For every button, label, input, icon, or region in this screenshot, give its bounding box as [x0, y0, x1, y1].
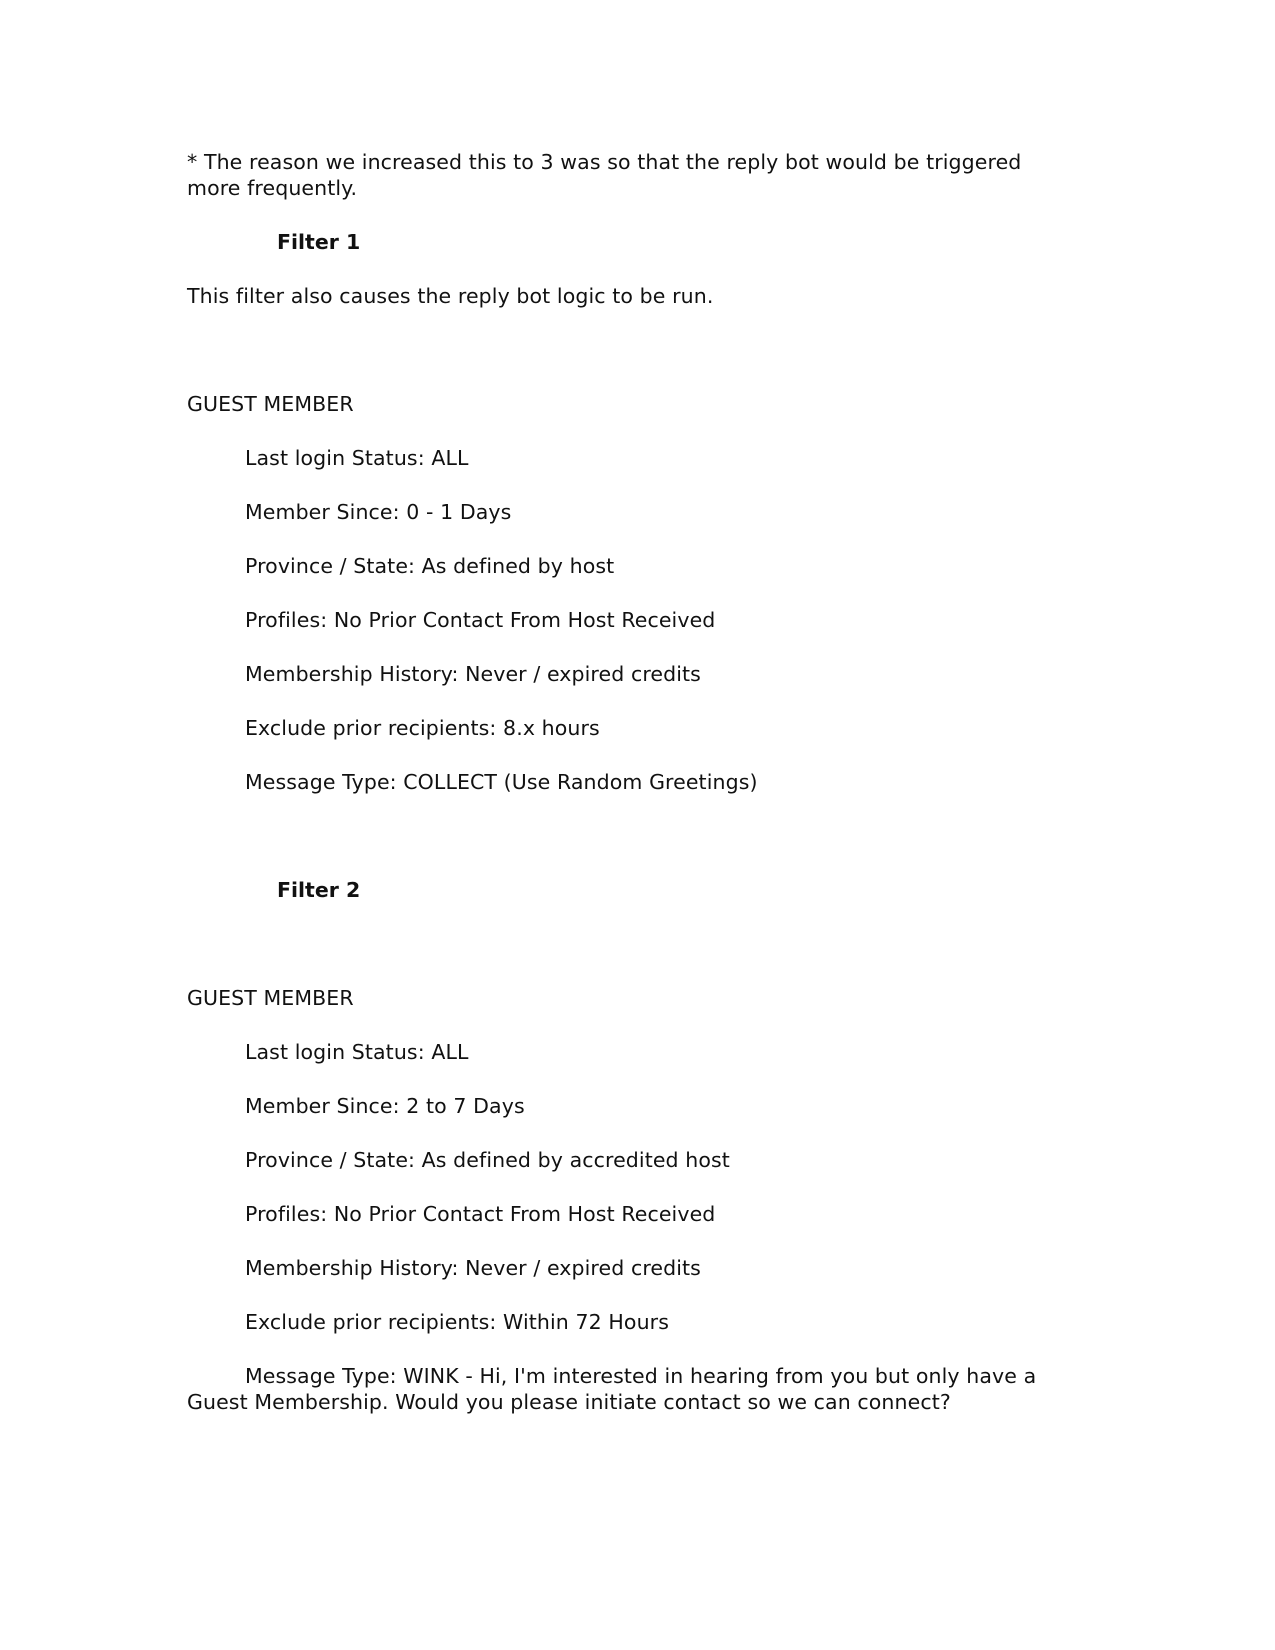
filter2-criterion-exclude-prior: Exclude prior recipients: Within 72 Hours	[245, 1310, 669, 1334]
filter1-criterion-province-state: Province / State: As defined by host	[245, 554, 615, 578]
intro-note: * The reason we increased this to 3 was so that the reply bot would be triggered more frequently.	[187, 150, 1022, 200]
filter1-criterion-message-type: Message Type: COLLECT (Use Random Greetings)	[245, 770, 758, 794]
filter1-criterion-exclude-prior: Exclude prior recipients: 8.x hours	[245, 716, 600, 740]
filter2-criterion-membership-history: Membership History: Never / expired credits	[245, 1256, 701, 1280]
filter2-criterion-profiles: Profiles: No Prior Contact From Host Received	[245, 1202, 716, 1226]
filter2-criterion-province-state: Province / State: As defined by accredited host	[245, 1148, 730, 1172]
filter2-criterion-member-since: Member Since: 2 to 7 Days	[245, 1094, 525, 1118]
filter1-description: This filter also causes the reply bot logic to be run.	[187, 284, 714, 308]
filter1-criterion-profiles: Profiles: No Prior Contact From Host Received	[245, 608, 716, 632]
filter2-criterion-message-type: Message Type: WINK - Hi, I'm interested in hearing from you but only have a Guest Membership. Would you please initiate contact so we can connect?	[187, 1364, 1037, 1414]
filter1-heading: Filter 1	[277, 230, 361, 254]
filter2-heading: Filter 2	[277, 878, 361, 902]
filter1-criterion-member-since: Member Since: 0 - 1 Days	[245, 500, 512, 524]
filter1-criterion-last-login: Last login Status: ALL	[245, 446, 469, 470]
filter2-criterion-last-login: Last login Status: ALL	[245, 1040, 469, 1064]
filter2-group-label: GUEST MEMBER	[187, 986, 354, 1010]
filter1-criterion-membership-history: Membership History: Never / expired credits	[245, 662, 701, 686]
filter1-group-label: GUEST MEMBER	[187, 392, 354, 416]
